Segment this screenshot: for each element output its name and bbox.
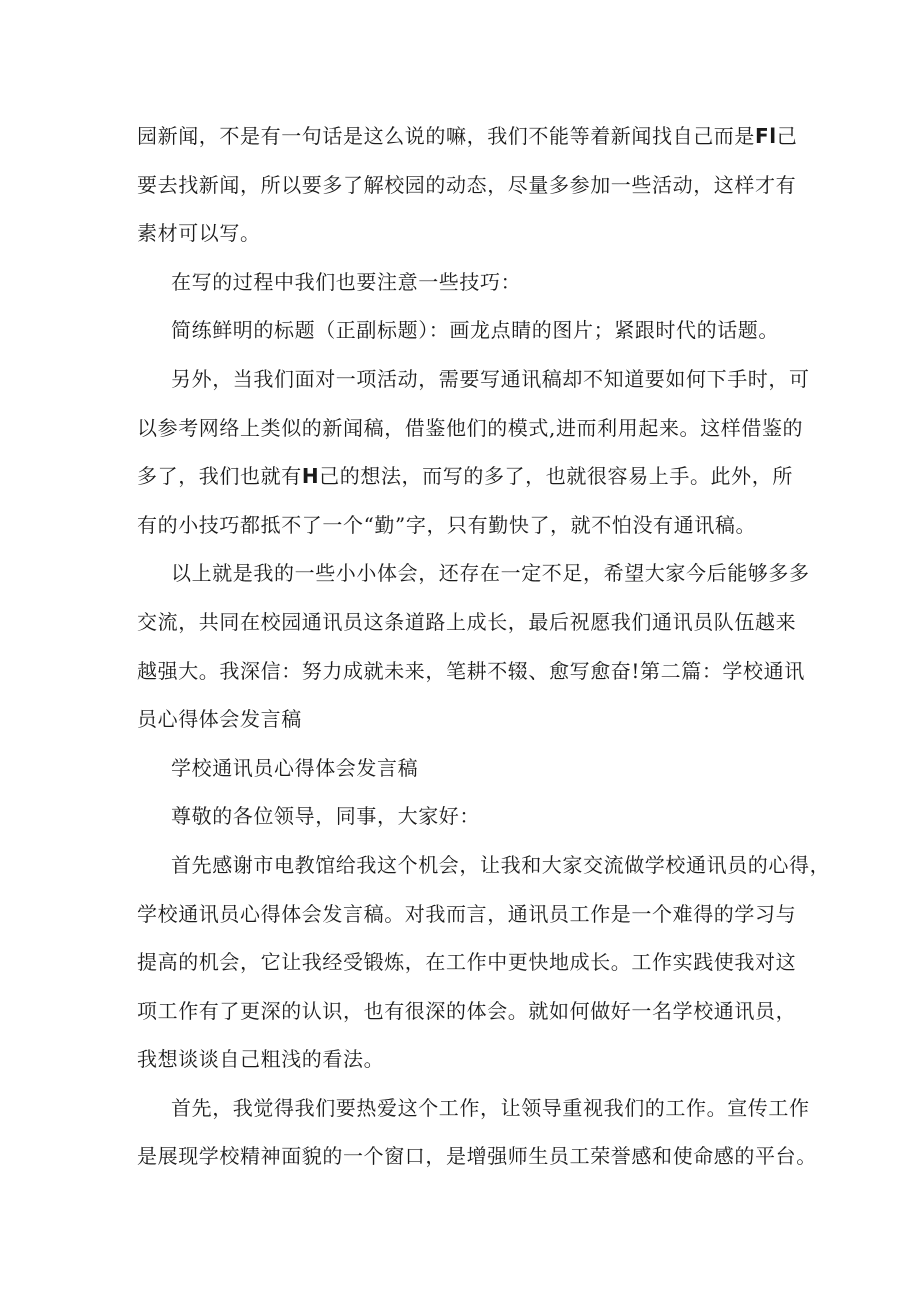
text-line bbox=[137, 452, 802, 501]
text-line: 提高的机会，它让我经受锻炼，在工作中更快地成长。工作实践使我对这 bbox=[137, 950, 797, 975]
paragraph-start: 首先，我觉得我们要热爱这个工作，让领导重视我们的工作。宣传工作 bbox=[171, 1095, 810, 1120]
text-run: 园新闻，不是有一句话是这么说的嘛，我们不能等着新闻找自己而是 bbox=[137, 124, 755, 148]
text-line: 项工作有了更深的认识，也有很深的体会。就如何做好一名学校通讯员， bbox=[137, 998, 797, 1023]
text-line: 是展现学校精神面貌的一个窗口，是增强师生员工荣誉感和使命感的平台。 bbox=[137, 1144, 817, 1169]
text-run: 己的想法，而写的多了，也就很容易上手。此外，所 bbox=[319, 464, 793, 489]
text-run: 多了，我们也就有 bbox=[137, 464, 302, 489]
paragraph-start: 简练鲜明的标题（正副标题）：画龙点睛的图片；紧跟时代的话题。 bbox=[171, 318, 779, 343]
paragraph-start: 首先感谢市电教馆给我这个机会，让我和大家交流做学校通讯员的心得， bbox=[171, 852, 831, 877]
text-line: 我想谈谈自己粗浅的看法。 bbox=[137, 1047, 385, 1072]
paragraph-start: 以上就是我的一些小小体会，还存在一定不足，希望大家今后能够多多 bbox=[171, 561, 810, 586]
text-line: 以参考网络上类似的新闻稿，借鉴他们的模式,进而利用起来。这样借鉴的 bbox=[137, 415, 804, 440]
text-line: 交流，共同在校园通讯员这条道路上成长，最后祝愿我们通讯员队伍越来 bbox=[137, 609, 797, 634]
salutation: 尊敬的各位领导，同事，大家好： bbox=[171, 804, 480, 829]
text-line: 学校通讯员心得体会发言稿。对我而言，通讯员工作是一个难得的学习与 bbox=[137, 901, 797, 926]
paragraph-start: 另外，当我们面对一项活动，需要写通讯稿却不知道要如何下手时，可 bbox=[171, 366, 810, 391]
text-line: 素材可以写。 bbox=[137, 221, 261, 246]
section-heading: 学校通讯员心得体会发言稿 bbox=[171, 755, 419, 780]
text-line: 要去找新闻，所以要多了解校园的动态，尽量多参加一些活动，这样才有 bbox=[137, 172, 797, 197]
garbled-glyph: H bbox=[301, 464, 320, 489]
body-text bbox=[137, 112, 831, 1181]
paragraph-start: 在写的过程中我们也要注意一些技巧： bbox=[171, 269, 522, 294]
garbled-glyph: Fl bbox=[755, 124, 777, 148]
text-line: 有的小技巧都抵不了一个“勤”字，只有勤快了，就不怕没有通讯稿。 bbox=[137, 512, 757, 537]
text-line: 越强大。我深信：努力成就未来，笔耕不辍、愈写愈奋!第二篇：学校通讯 bbox=[137, 658, 805, 683]
text-line: 员心得体会发言稿 bbox=[137, 707, 302, 732]
text-line bbox=[137, 112, 802, 161]
text-run: 己 bbox=[776, 124, 798, 148]
